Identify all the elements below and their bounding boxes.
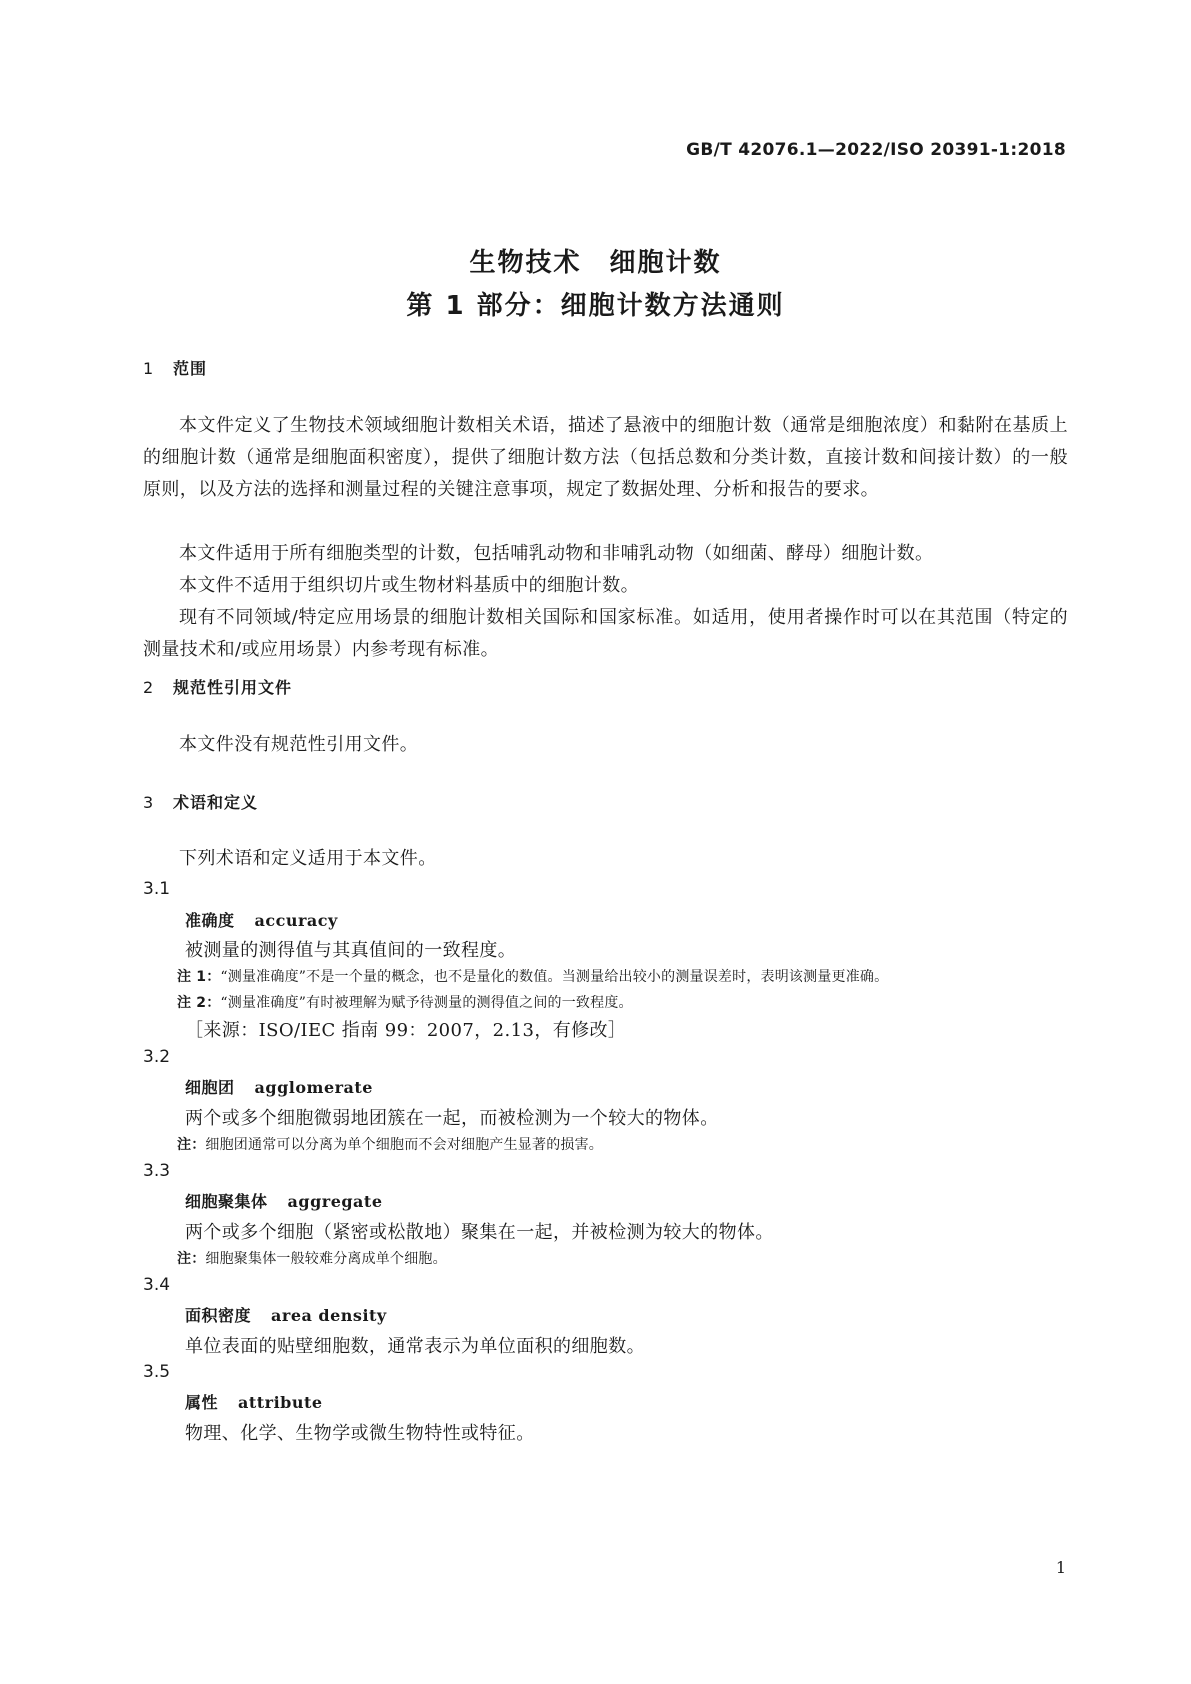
term-definition: 两个或多个细胞（紧密或松散地）聚集在一起，并被检测为较大的物体。 xyxy=(185,1222,774,1243)
term-en: aggregate xyxy=(287,1192,383,1211)
term-number: 3.4 xyxy=(143,1275,171,1295)
section-number: 1 xyxy=(143,359,155,378)
term-number: 3.2 xyxy=(143,1047,171,1067)
term-definition: 单位表面的贴壁细胞数，通常表示为单位面积的细胞数。 xyxy=(185,1336,645,1357)
section-1-paragraph-2: 本文件适用于所有细胞类型的计数，包括哺乳动物和非哺乳动物（如细菌、酵母）细胞计数。 xyxy=(179,543,934,564)
note-text: 细胞聚集体一般较难分离成单个细胞。 xyxy=(205,1251,447,1267)
section-3-intro: 下列术语和定义适用于本文件。 xyxy=(179,848,437,869)
term-zh: 细胞聚集体 xyxy=(185,1192,268,1211)
section-1-paragraph-1: 本文件定义了生物技术领域细胞计数相关术语，描述了悬液中的细胞计数（通常是细胞浓度）和黏附在基质上的细胞计数（通常是细胞面积密度），提供了细胞计数方法（包括总数和分类计数，直接计数和间接计数）的一般原则，以及方法的选择和测量过程的关键注意事项，规定了数据处理、分析和报告的要求。 xyxy=(143,415,1068,500)
section-2-paragraph-1: 本文件没有规范性引用文件。 xyxy=(179,734,419,755)
term-zh: 面积密度 xyxy=(185,1306,252,1325)
term-zh: 属性 xyxy=(185,1393,219,1412)
term-definition: 物理、化学、生物学或微生物特性或特征。 xyxy=(185,1423,535,1444)
page-number: 1 xyxy=(1055,1558,1066,1577)
note-label: 注 1： xyxy=(177,969,221,985)
term-definition: 两个或多个细胞微弱地团簇在一起，而被检测为一个较大的物体。 xyxy=(185,1108,719,1129)
term-number: 3.1 xyxy=(143,879,171,899)
term-heading xyxy=(185,1075,373,1098)
section-1-paragraph-3: 本文件不适用于组织切片或生物材料基质中的细胞计数。 xyxy=(179,575,639,596)
term-note-2 xyxy=(177,992,633,1012)
section-2-heading xyxy=(143,675,292,698)
section-title: 术语和定义 xyxy=(173,793,259,812)
section-number: 2 xyxy=(143,678,155,697)
note-label: 注： xyxy=(177,1137,206,1153)
section-title: 规范性引用文件 xyxy=(173,678,293,697)
term-heading xyxy=(185,1303,387,1326)
document-code: GB/T 42076.1—2022/ISO 20391-1:2018 xyxy=(686,140,1066,160)
term-note-1 xyxy=(177,966,888,986)
note-text: “测量准确度”不是一个量的概念，也不是量化的数值。当测量给出较小的测量误差时，表明该测量更准确。 xyxy=(220,969,889,985)
section-1-heading xyxy=(143,356,207,379)
section-1-paragraph-4: 现有不同领域/特定应用场景的细胞计数相关国际和国家标准。如适用，使用者操作时可以在其范围（特定的测量技术和/或应用场景）内参考现有标准。 xyxy=(143,607,1068,660)
section-title: 范围 xyxy=(173,359,208,378)
term-zh: 细胞团 xyxy=(185,1078,235,1097)
section-number: 3 xyxy=(143,793,155,812)
term-zh: 准确度 xyxy=(185,911,235,930)
term-definition: 被测量的测得值与其真值间的一致程度。 xyxy=(185,940,517,961)
term-en: accuracy xyxy=(254,911,338,930)
term-heading xyxy=(185,1189,383,1212)
note-text: 细胞团通常可以分离为单个细胞而不会对细胞产生显著的损害。 xyxy=(205,1137,604,1153)
section-3-heading xyxy=(143,790,258,813)
term-heading xyxy=(185,1390,323,1413)
term-heading xyxy=(185,908,338,931)
term-number: 3.3 xyxy=(143,1161,171,1181)
title-line-2: 第 1 部分：细胞计数方法通则 xyxy=(406,291,785,321)
note-label: 注 2： xyxy=(177,995,221,1011)
term-en: agglomerate xyxy=(254,1078,373,1097)
term-en: attribute xyxy=(238,1393,323,1412)
title-line-1: 生物技术 细胞计数 xyxy=(469,248,722,278)
term-note xyxy=(177,1134,603,1154)
note-label: 注： xyxy=(177,1251,206,1267)
term-note xyxy=(177,1248,447,1268)
term-source: ［来源：ISO/IEC 指南 99：2007，2.13，有修改］ xyxy=(185,1020,627,1041)
note-text: “测量准确度”有时被理解为赋予待测量的测得值之间的一致程度。 xyxy=(220,995,633,1011)
term-en: area density xyxy=(271,1306,387,1325)
term-number: 3.5 xyxy=(143,1362,171,1382)
